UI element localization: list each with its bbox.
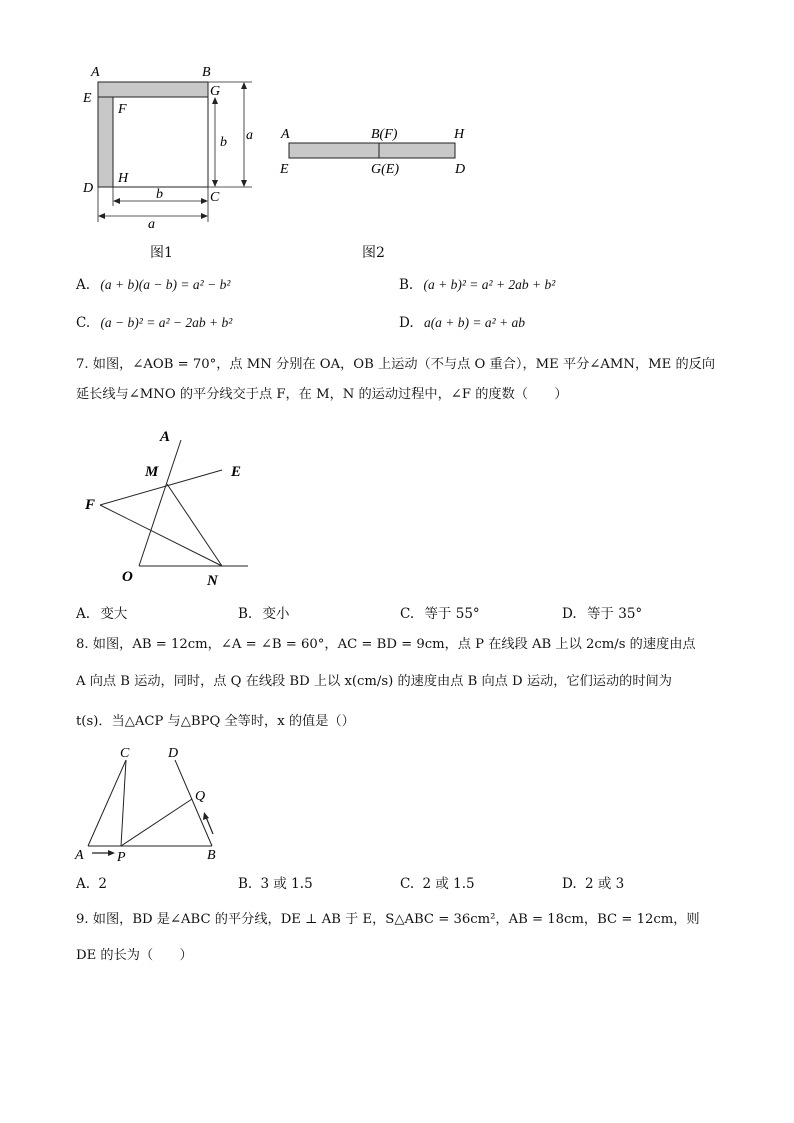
fig1-label-C: C [210, 190, 220, 205]
q6-option-a-letter: A. [76, 277, 91, 293]
q7-option-a [76, 605, 127, 623]
fig1-label-H: H [118, 171, 129, 186]
fig1-top-strip [98, 82, 208, 97]
q6-option-d-letter: D. [399, 315, 414, 331]
fig1-label-b-bottom: b [156, 187, 163, 202]
q9-stem-line1: 9. 如图，BD 是∠ABC 的平分线，DE ⊥ AB 于 E，S△ABC = 36cm²，AB = 18cm，BC = 12cm，则 [76, 912, 700, 927]
q7-label-E: E [231, 464, 242, 480]
figure-2 [276, 122, 476, 180]
q7-option-c-letter: C. [400, 606, 415, 622]
fig1-label-a-right: a [246, 128, 253, 143]
fig1-label-E: E [83, 91, 92, 106]
q7-stem-line1: 7. 如图，∠AOB = 70°，点 MN 分别在 OA，OB 上运动（不与点 O 重合），ME 平分∠AMN，ME 的反向 [76, 357, 716, 372]
q8-option-c [400, 875, 475, 893]
q8-option-a-text: 2 [98, 876, 107, 892]
q8-option-d [562, 875, 624, 893]
q7-figure [80, 425, 255, 595]
q7-option-d-text: 等于 35° [586, 606, 643, 622]
q8-stem-line3: t(s)．当△ACP 与△BPQ 全等时，x 的值是（） [76, 714, 355, 729]
fig1-caption: 图1 [150, 245, 173, 261]
fig2-caption: 图2 [362, 245, 385, 261]
q6-option-c [76, 314, 232, 332]
fig1-left-strip [98, 97, 113, 187]
q8-figure [72, 742, 232, 866]
q8-label-C: C [120, 746, 130, 761]
q7-option-b-text: 变小 [262, 606, 290, 622]
q7-option-b [238, 605, 290, 623]
q8-label-A: A [75, 848, 84, 863]
q9-stem-line2: DE 的长为（ ） [76, 948, 193, 963]
q8-label-Q: Q [195, 789, 206, 804]
q7-option-d-letter: D. [562, 606, 577, 622]
q8-option-c-text: 2 或 1.5 [422, 876, 475, 892]
q8-option-b-letter: B. [238, 876, 253, 892]
q6-option-d-text: a(a + b) = a² + ab [423, 315, 526, 330]
q8-option-b-text: 3 或 1.5 [260, 876, 313, 892]
q7-option-c-text: 等于 55° [424, 606, 480, 622]
q7-option-a-letter: A. [76, 606, 91, 622]
q7-option-d [562, 605, 642, 623]
q6-option-c-text: (a − b)² = a² − 2ab + b² [100, 315, 233, 330]
q6-option-a [76, 276, 230, 294]
fig2-label-H: H [454, 127, 465, 142]
q8-stem-line1: 8. 如图，AB = 12cm，∠A = ∠B = 60°，AC = BD = 9cm，点 P 在线段 AB 上以 2cm/s 的速度由点 [76, 637, 696, 652]
q8-stem-line2: A 向点 B 运动，同时，点 Q 在线段 BD 上以 x(cm/s) 的速度由点 B 向点 D 运动，它们运动的时间为 [76, 674, 672, 689]
fig1-label-a-bottom: a [148, 217, 155, 232]
fig2-strip [289, 143, 455, 158]
fig1-label-b-inner: b [220, 135, 227, 150]
fig1-label-F: F [118, 102, 127, 117]
q8-option-b [238, 875, 313, 893]
q8-option-a-letter: A. [76, 876, 91, 892]
q6-option-d [399, 314, 525, 332]
q6-option-b [399, 276, 555, 294]
fig1-label-D: D [83, 181, 94, 196]
q7-label-N: N [207, 573, 218, 589]
q6-option-b-letter: B. [399, 277, 414, 293]
fig2-label-E: E [280, 162, 289, 177]
q7-option-c [400, 605, 480, 623]
q8-option-c-letter: C. [400, 876, 415, 892]
fig2-label-A: A [281, 127, 290, 142]
q7-label-F: F [85, 497, 96, 513]
q8-option-a [76, 875, 107, 893]
q6-option-c-letter: C. [76, 315, 91, 331]
q7-label-M: M [145, 464, 159, 480]
q7-label-O: O [122, 569, 133, 585]
q6-option-b-text: (a + b)² = a² + 2ab + b² [423, 277, 556, 292]
q7-stem-line2: 延长线与∠MNO 的平分线交于点 F，在 M，N 的运动过程中，∠F 的度数（ ） [76, 387, 568, 402]
fig1-label-A: A [91, 65, 100, 80]
fig1-label-B: B [202, 65, 211, 80]
figure-1 [78, 58, 278, 238]
q6-option-a-text: (a + b)(a − b) = a² − b² [100, 277, 231, 292]
q7-label-A: A [160, 429, 171, 445]
q8-option-d-letter: D. [562, 876, 577, 892]
fig2-label-D: D [455, 162, 466, 177]
q7-option-b-letter: B. [238, 606, 253, 622]
fig1-label-G: G [210, 84, 221, 99]
fig2-label-GE: G(E) [371, 162, 399, 177]
q7-option-a-text: 变大 [100, 606, 128, 622]
q8-label-B: B [207, 848, 216, 863]
q8-option-d-text: 2 或 3 [584, 876, 625, 892]
fig2-label-BF: B(F) [371, 127, 398, 142]
q8-label-D: D [168, 746, 179, 761]
q8-label-P: P [117, 850, 126, 865]
